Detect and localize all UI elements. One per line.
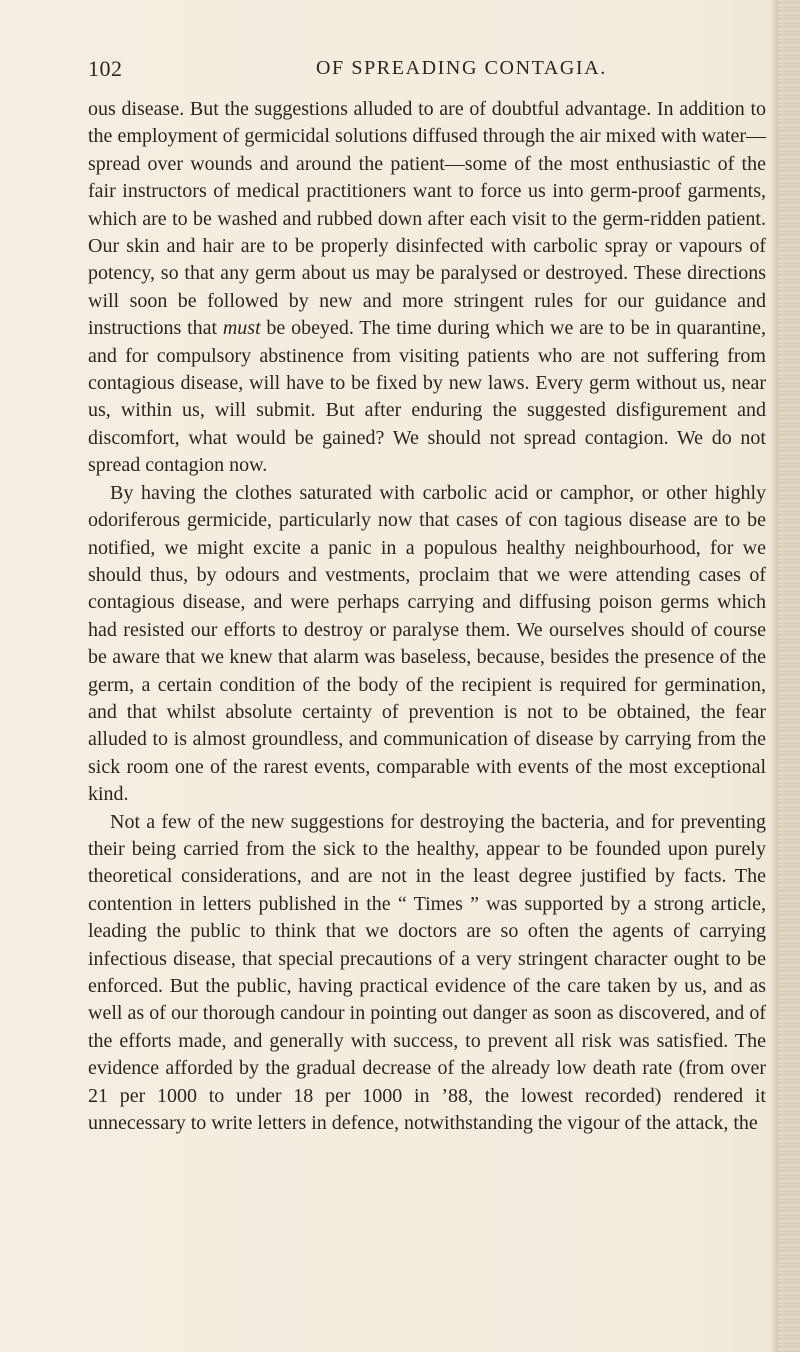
body-text: [88, 96, 766, 1137]
paragraph-1: [88, 96, 766, 480]
page-number: 102: [88, 56, 123, 81]
page-edge: [778, 0, 800, 1352]
page-gutter-shadow: [770, 0, 778, 1352]
paragraph-3: Not a few of the new suggestions for destroying the bacteria, and for preventing their being carried from the sick to the healthy, appear to be founded upon purely theoretical considerations, and are not in the least degree justified by facts. The contention in letters published in the “ Times ” was supported by a strong article, leading the public to think that we doctors are so often the agents of carrying infectious disease, that special precautions of a very stringent character ought to be enforced. But the public, having practical evidence of the care taken by us, and as well as of our thorough candour in pointing out danger as soon as discovered, and of the efforts made, and generally with success, to prevent all risk was satisfied. The evidence afforded by the gradual decrease of the already low death rate (from over 21 per 1000 to under 18 per 1000 in ’88, the lowest recorded) rendered it unnecessary to write letters in defence, notwithstanding the vigour of the attack, the: [88, 810, 766, 1135]
paragraph-2: By having the clothes saturated with carbolic acid or camphor, or other highly odoriferous germicide, particularly now that cases of con tagious disease are to be notified, we might excite a panic in a populous healthy neighbourhood, for we should thus, by odours and vestments, proclaim that we were attending cases of contagious disease, and were perhaps carrying and diffusing poison germs which had resisted our efforts to destroy or paralyse them. We ourselves should of course be aware that we knew that alarm was baseless, because, besides the presence of the germ, a certain condition of the body of the recipient is required for germination, and that whilst absolute certainty of prevention is not to be obtained, the fear alluded to is almost groundless, and communication of disease by carrying from the sick room one of the rarest events, comparable with events of the most exceptional kind.: [88, 481, 766, 806]
page-header: [88, 56, 768, 86]
emphasis-must: must: [222, 317, 261, 340]
paragraph-1-text-a: ous disease. But the suggestions alluded to are of doubtful advantage. In addition to the employment of germicidal solutions diffused through the air mixed with water—spread over wounds and around the patient—some of the most enthusiastic of the fair instructors of medical practitioners want to force us into germ-proof garments, which are to be washed and rubbed down after each visit to the germ-ridden patient. Our skin and hair are to be properly disinfected with carbolic spray or vapours of potency, so that any germ about us may be paralysed or destroyed. These directions will soon be followed by new and more stringent rules for our guidance and instructions that: [88, 98, 766, 340]
paragraph-1-text-b: be obeyed. The time during which we are to be in quarantine, and for compulsory abstinence from visiting patients who are not suffering from contagious disease, will have to be fixed by new laws. Every germ without us, near us, within us, will submit. But after enduring the suggested disfigurement and discomfort, what would be gained? We should not spread contagion. We do not spread contagion now.: [88, 317, 766, 477]
running-head: OF SPREADING CONTAGIA.: [316, 57, 607, 79]
